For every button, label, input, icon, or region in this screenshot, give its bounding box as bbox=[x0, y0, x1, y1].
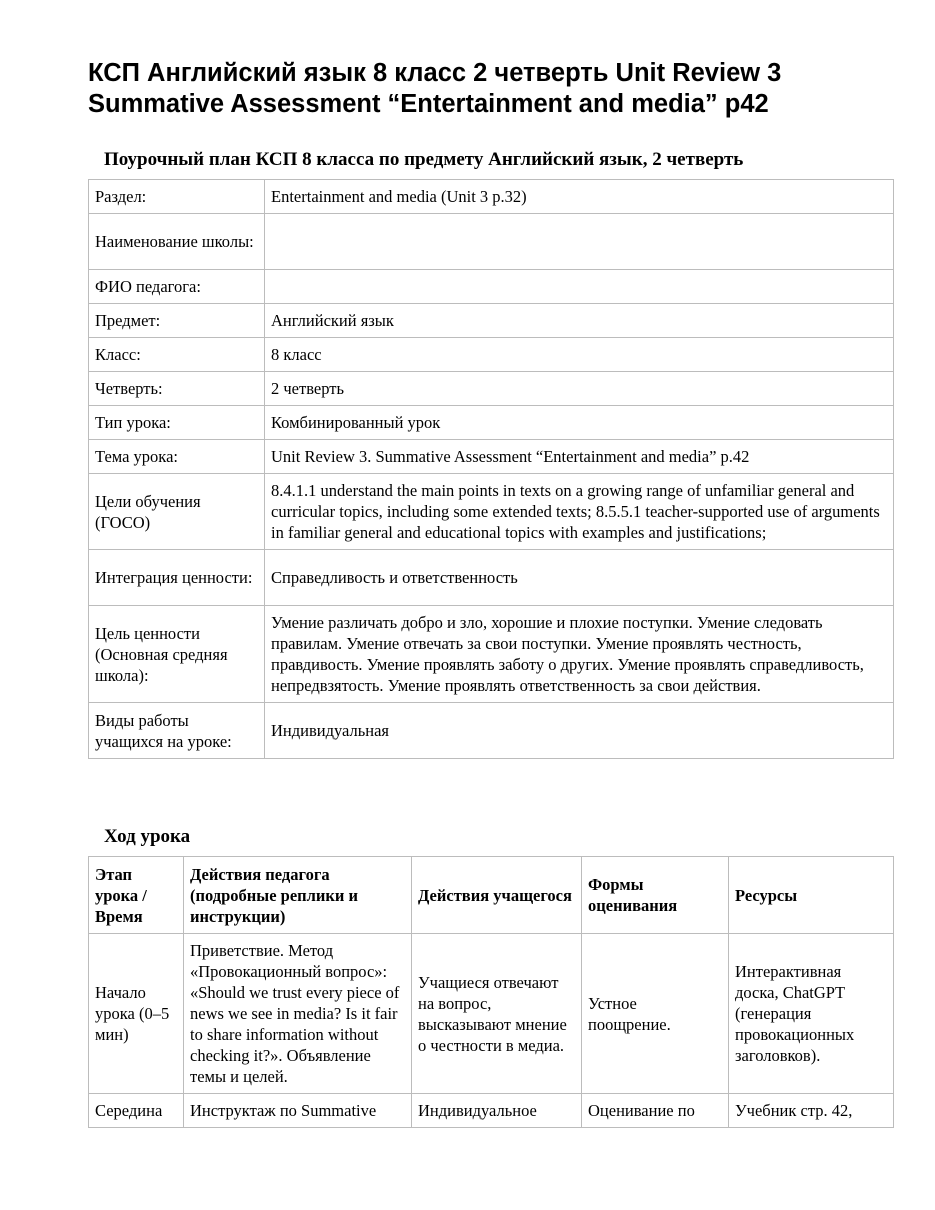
info-row-school bbox=[89, 214, 894, 270]
info-label: Раздел: bbox=[89, 180, 265, 214]
info-value bbox=[265, 270, 894, 304]
info-label: ФИО педагога: bbox=[89, 270, 265, 304]
info-row-subject bbox=[89, 304, 894, 338]
info-row-lesson-topic bbox=[89, 440, 894, 474]
resources-cell: Интерактивная доска, ChatGPT (генерация провокационных заголовков). bbox=[729, 934, 894, 1094]
info-row-lesson-type bbox=[89, 406, 894, 440]
info-label: Тип урока: bbox=[89, 406, 265, 440]
lesson-table-header-row bbox=[89, 857, 894, 934]
info-value: 8.4.1.1 understand the main points in texts on a growing range of unfamiliar general and curricular topics, including some extended texts; 8.5.5.1 teacher-supported use of arguments in familiar general and educational topics with examples and justifications; bbox=[265, 474, 894, 550]
stage-cell: Середина bbox=[89, 1094, 184, 1128]
column-header-teacher-actions: Действия педагога (подробные реплики и инструкции) bbox=[184, 857, 412, 934]
column-header-resources: Ресурсы bbox=[729, 857, 894, 934]
stage-cell: Начало урока (0–5 мин) bbox=[89, 934, 184, 1094]
info-row-value-integration bbox=[89, 550, 894, 606]
lesson-course-table bbox=[88, 856, 894, 1128]
info-label: Тема урока: bbox=[89, 440, 265, 474]
assessment-cell: Оценивание по bbox=[582, 1094, 729, 1128]
info-value: Справедливость и ответственность bbox=[265, 550, 894, 606]
document-title: КСП Английский язык 8 класс 2 четверть Unit Review 3 Summative Assessment “Entertainment and media” p42 bbox=[88, 59, 782, 118]
student-actions-cell: Индивидуальное bbox=[412, 1094, 582, 1128]
assessment-cell: Устное поощрение. bbox=[582, 934, 729, 1094]
info-label: Цель ценности (Основная средняя школа): bbox=[89, 606, 265, 703]
info-value: Умение различать добро и зло, хорошие и плохие поступки. Умение следовать правилам. Умение отвечать за свои поступки. Умение проявлять честность, правдивость. Умение проявлять заботу о других. Умение проявлять справедливость, непредвзятость. Умение проявлять ответственность за свои действия. bbox=[265, 606, 894, 703]
info-row-grade bbox=[89, 338, 894, 372]
info-row-teacher bbox=[89, 270, 894, 304]
info-value: Комбинированный урок bbox=[265, 406, 894, 440]
teacher-actions-cell: Приветствие. Метод «Провокационный вопрос»: «Should we trust every piece of news we see in media? Is it fair to share information without checking it?». Объявление темы и целей. bbox=[184, 934, 412, 1094]
info-label: Четверть: bbox=[89, 372, 265, 406]
column-header-stage: Этап урока / Время bbox=[89, 857, 184, 934]
course-heading: Ход урока bbox=[104, 826, 191, 847]
info-label: Цели обучения (ГОСО) bbox=[89, 474, 265, 550]
column-header-assessment: Формы оценивания bbox=[582, 857, 729, 934]
resources-cell: Учебник стр. 42, bbox=[729, 1094, 894, 1128]
info-value: 8 класс bbox=[265, 338, 894, 372]
lesson-info-table bbox=[88, 179, 894, 759]
info-label: Наименование школы: bbox=[89, 214, 265, 270]
info-label: Класс: bbox=[89, 338, 265, 372]
info-label: Предмет: bbox=[89, 304, 265, 338]
student-actions-cell: Учащиеся отвечают на вопрос, высказывают мнение о честности в медиа. bbox=[412, 934, 582, 1094]
plan-heading: Поурочный план КСП 8 класса по предмету Английский язык, 2 четверть bbox=[104, 149, 744, 170]
info-row-work-types bbox=[89, 703, 894, 759]
info-value: 2 четверть bbox=[265, 372, 894, 406]
info-label: Виды работы учащихся на уроке: bbox=[89, 703, 265, 759]
info-label: Интеграция ценности: bbox=[89, 550, 265, 606]
column-header-student-actions: Действия учащегося bbox=[412, 857, 582, 934]
info-value: Английский язык bbox=[265, 304, 894, 338]
info-row-section bbox=[89, 180, 894, 214]
info-value: Индивидуальная bbox=[265, 703, 894, 759]
table-row bbox=[89, 1094, 894, 1128]
table-row bbox=[89, 934, 894, 1094]
info-value: Unit Review 3. Summative Assessment “Entertainment and media” p.42 bbox=[265, 440, 894, 474]
info-row-quarter bbox=[89, 372, 894, 406]
info-value bbox=[265, 214, 894, 270]
info-row-learning-goals bbox=[89, 474, 894, 550]
teacher-actions-cell: Инструктаж по Summative bbox=[184, 1094, 412, 1128]
info-value: Entertainment and media (Unit 3 p.32) bbox=[265, 180, 894, 214]
info-row-value-goal bbox=[89, 606, 894, 703]
